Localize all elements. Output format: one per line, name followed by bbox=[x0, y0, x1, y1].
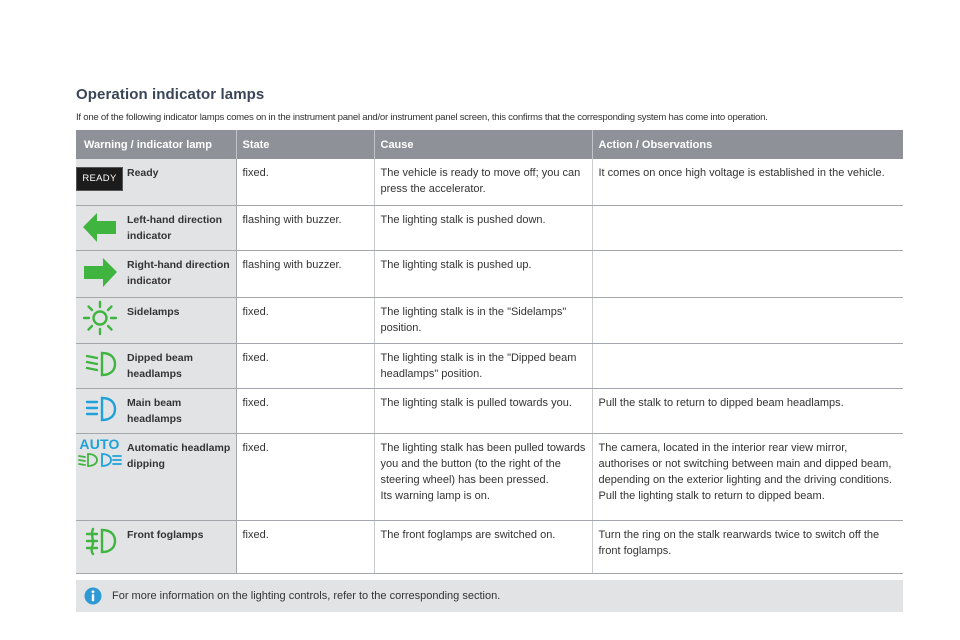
info-note bbox=[76, 580, 903, 612]
lamp-name: Front foglamps bbox=[123, 520, 236, 573]
header-state: State bbox=[236, 130, 374, 159]
lamp-action: It comes on once high voltage is established in the vehicle. bbox=[592, 159, 903, 205]
icon-cell bbox=[76, 433, 123, 520]
lamp-state: fixed. bbox=[236, 388, 374, 433]
auto-headlamps-pair-icon bbox=[78, 452, 122, 468]
lamp-name: Right-hand direction indicator bbox=[123, 250, 236, 297]
info-text: For more information on the lighting controls, refer to the corresponding section. bbox=[112, 590, 501, 602]
lamp-action bbox=[592, 250, 903, 297]
table-header-row bbox=[76, 130, 903, 159]
lamp-state: fixed. bbox=[236, 520, 374, 573]
table-row bbox=[76, 388, 903, 433]
lamp-cause: The lighting stalk is in the "Dipped beam headlamps" position. bbox=[374, 343, 592, 388]
icon-cell bbox=[76, 159, 123, 205]
lamp-action: The camera, located in the interior rear view mirror, authorises or not switching between main and dipped beam, depending on the exterior lighting and the driving conditions. Pull the lighting stalk to return to dipped beam. bbox=[592, 433, 903, 520]
ready-icon: READY bbox=[76, 167, 122, 191]
lamp-cause: The lighting stalk is pushed down. bbox=[374, 205, 592, 250]
sidelamps-icon bbox=[80, 298, 120, 338]
lamp-cause: The front foglamps are switched on. bbox=[374, 520, 592, 573]
lamp-name: Ready bbox=[123, 159, 236, 205]
lamp-cause: The lighting stalk has been pulled towards you and the button (to the right of the steering wheel) has been pressed. Its warning lamp is on. bbox=[374, 433, 592, 520]
icon-cell bbox=[76, 343, 123, 388]
icon-cell bbox=[76, 520, 123, 573]
header-warning-lamp: Warning / indicator lamp bbox=[76, 130, 236, 159]
lamp-name: Sidelamps bbox=[123, 297, 236, 343]
table-row bbox=[76, 433, 903, 520]
table-row bbox=[76, 343, 903, 388]
page-title: Operation indicator lamps bbox=[76, 86, 265, 103]
lamp-cause: The lighting stalk is in the "Sidelamps" position. bbox=[374, 297, 592, 343]
lamp-state: fixed. bbox=[236, 433, 374, 520]
lamp-action bbox=[592, 205, 903, 250]
icon-cell bbox=[76, 388, 123, 433]
left-arrow-icon bbox=[80, 206, 120, 246]
lamp-name: Dipped beam headlamps bbox=[123, 343, 236, 388]
right-arrow-icon bbox=[80, 251, 120, 291]
lamp-cause: The lighting stalk is pulled towards you. bbox=[374, 388, 592, 433]
auto-headlamp-icon bbox=[76, 434, 123, 468]
icon-cell bbox=[76, 205, 123, 250]
lamp-state: fixed. bbox=[236, 159, 374, 205]
lamp-name: Main beam headlamps bbox=[123, 388, 236, 433]
main-beam-icon bbox=[80, 389, 120, 429]
dipped-beam-icon bbox=[80, 344, 120, 384]
icon-cell bbox=[76, 297, 123, 343]
icon-cell bbox=[76, 250, 123, 297]
lamp-state: fixed. bbox=[236, 343, 374, 388]
intro-text: If one of the following indicator lamps comes on in the instrument panel and/or instrument panel screen, this confirms that the corresponding system has come into operation. bbox=[76, 112, 768, 123]
table-row bbox=[76, 205, 903, 250]
lamp-cause: The vehicle is ready to move off; you can press the accelerator. bbox=[374, 159, 592, 205]
lamp-action: Pull the stalk to return to dipped beam headlamps. bbox=[592, 388, 903, 433]
header-action: Action / Observations bbox=[592, 130, 903, 159]
auto-label: AUTO bbox=[79, 435, 120, 452]
lamp-action bbox=[592, 297, 903, 343]
table-row bbox=[76, 520, 903, 573]
header-cause: Cause bbox=[374, 130, 592, 159]
indicator-lamps-table bbox=[76, 130, 903, 574]
table-row bbox=[76, 159, 903, 205]
lamp-action: Turn the ring on the stalk rearwards twice to switch off the front foglamps. bbox=[592, 520, 903, 573]
lamp-state: flashing with buzzer. bbox=[236, 205, 374, 250]
lamp-cause: The lighting stalk is pushed up. bbox=[374, 250, 592, 297]
table-row bbox=[76, 250, 903, 297]
lamp-state: flashing with buzzer. bbox=[236, 250, 374, 297]
lamp-name: Left-hand direction indicator bbox=[123, 205, 236, 250]
lamp-action bbox=[592, 343, 903, 388]
table-row bbox=[76, 297, 903, 343]
info-icon bbox=[84, 587, 102, 605]
lamp-state: fixed. bbox=[236, 297, 374, 343]
lamp-name: Automatic headlamp dipping bbox=[123, 433, 236, 520]
front-foglamps-icon bbox=[80, 521, 120, 561]
